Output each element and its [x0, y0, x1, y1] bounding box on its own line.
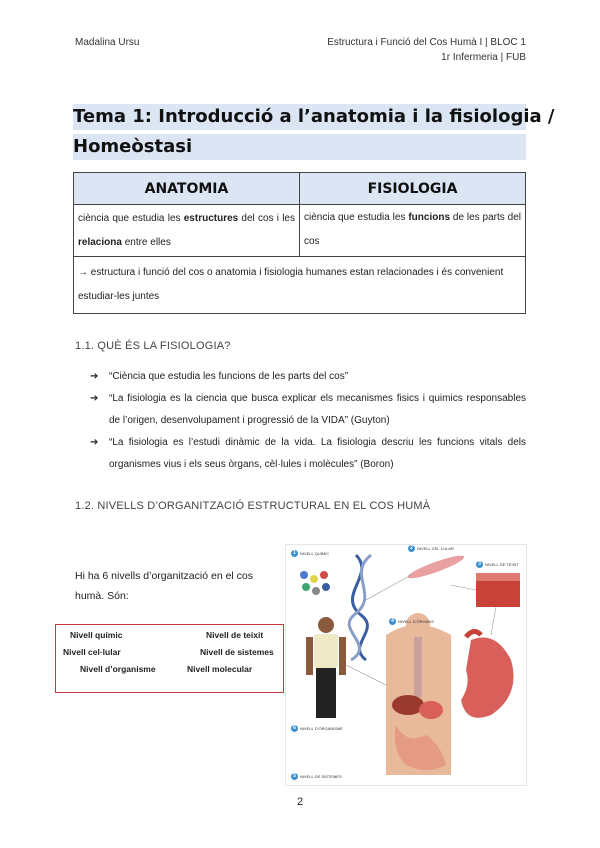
levels-box — [55, 624, 284, 693]
section-heading-2: 1.2. NIVELLS D’ORGANITZACIÓ ESTRUCTURAL EN EL COS HUMÀ — [75, 500, 431, 512]
arrow-icon: ➔ — [90, 393, 99, 404]
table-note: → estructura i funció del cos o anatomia i fisiologia humanes estan relacionades i és convenient estudiar-les juntes — [74, 257, 526, 314]
table-header-anatomia: ANATOMIA — [74, 173, 300, 205]
anatomy-definition: ciència que estudia les estructures del cos i les relaciona entre elles — [74, 205, 300, 257]
figure-label-cellular: NIVELL CEL·LULAR — [417, 546, 454, 551]
atom-icon — [310, 575, 318, 583]
figure-badge-5: 5 — [291, 773, 298, 780]
physiology-definition: ciència que estudia les funcions de les parts del cos — [300, 205, 526, 257]
figure-label-tissue: NIVELL DE TEIXIT — [485, 562, 519, 567]
course-line-1: Estructura i Funció del Cos Humà I | BLOC 1 — [327, 37, 526, 48]
person-pants-icon — [316, 668, 336, 718]
figure-badge-2: 2 — [408, 545, 415, 552]
page-title-line-2: Homeòstasi — [73, 136, 193, 157]
figure-badge-4: 4 — [389, 618, 396, 625]
dna-strand-icon — [349, 555, 371, 660]
list-item: ➔ “Ciència que estudia les funcions de les parts del cos” — [90, 366, 526, 388]
cell-icon — [406, 552, 466, 582]
arrow-icon: ➔ — [90, 437, 99, 448]
course-line-2: 1r Infermeria | FUB — [441, 52, 526, 63]
title-band-2 — [73, 134, 526, 160]
person-shirt-icon — [314, 634, 338, 668]
liver-icon — [392, 695, 424, 715]
person-head-icon — [318, 617, 334, 633]
atom-icon — [312, 587, 320, 595]
level-cellular: Nivell cel·lular — [63, 647, 121, 657]
figure-label-system: NIVELL DE SISTEMES — [300, 774, 342, 779]
atom-icon — [320, 571, 328, 579]
list-item: ➔ “La fisiologia es l’estudi dinàmic de la vida. La fisiologia descriu les funcions vitals dels organismes vius i els seus òrgans, cèl·lules i molècules” (Boron) — [90, 432, 526, 476]
level-quimic: Nivell químic — [70, 630, 123, 640]
level-organisme: Nivell d’organisme — [80, 664, 156, 674]
figure-illustration — [286, 545, 526, 785]
list-item: ➔ “La fisiologia es la ciencia que busca explicar els mecanismes fisics i quimics responsables de l’origen, desenvolupament i progressió de la VIDA” (Guyton) — [90, 388, 526, 432]
stomach-icon — [461, 638, 514, 718]
title-band-1 — [73, 104, 555, 130]
atom-icon — [300, 571, 308, 579]
section-heading-1: 1.1. QUÈ ÉS LA FISIOLOGIA? — [75, 340, 231, 352]
organization-levels-figure — [285, 544, 527, 786]
table-header-fisiologia: FISIOLOGIA — [300, 173, 526, 205]
figure-label-organ: NIVELL D’ÒRGANS — [398, 619, 434, 624]
page-number: 2 — [296, 796, 304, 808]
arrow-icon: ➔ — [90, 371, 99, 382]
level-molecular: Nivell molecular — [187, 664, 253, 674]
level-sistemes: Nivell de sistemes — [200, 647, 274, 657]
physiology-definitions-list — [90, 366, 526, 476]
figure-badge-6: 6 — [291, 725, 298, 732]
atom-icon — [322, 583, 330, 591]
levels-intro: Hi ha 6 nivells d’organització en el cos humà. Són: — [75, 570, 254, 602]
level-teixit: Nivell de teixit — [206, 630, 264, 640]
page-title-line-1: Tema 1: Introducció a l’anatomia i la fisiologia / — [73, 106, 555, 127]
anatomy-physiology-table — [73, 172, 526, 314]
course-info — [327, 35, 526, 65]
figure-badge-1: 1 — [291, 550, 298, 557]
figure-label-chemical: NIVELL QUÍMIC — [300, 551, 330, 556]
author-name: Madalina Ursu — [75, 37, 140, 48]
figure-badge-3: 3 — [476, 561, 483, 568]
figure-label-organism: NIVELL D’ORGANISME — [300, 726, 343, 731]
esophagus-icon — [414, 637, 422, 697]
atom-icon — [302, 583, 310, 591]
